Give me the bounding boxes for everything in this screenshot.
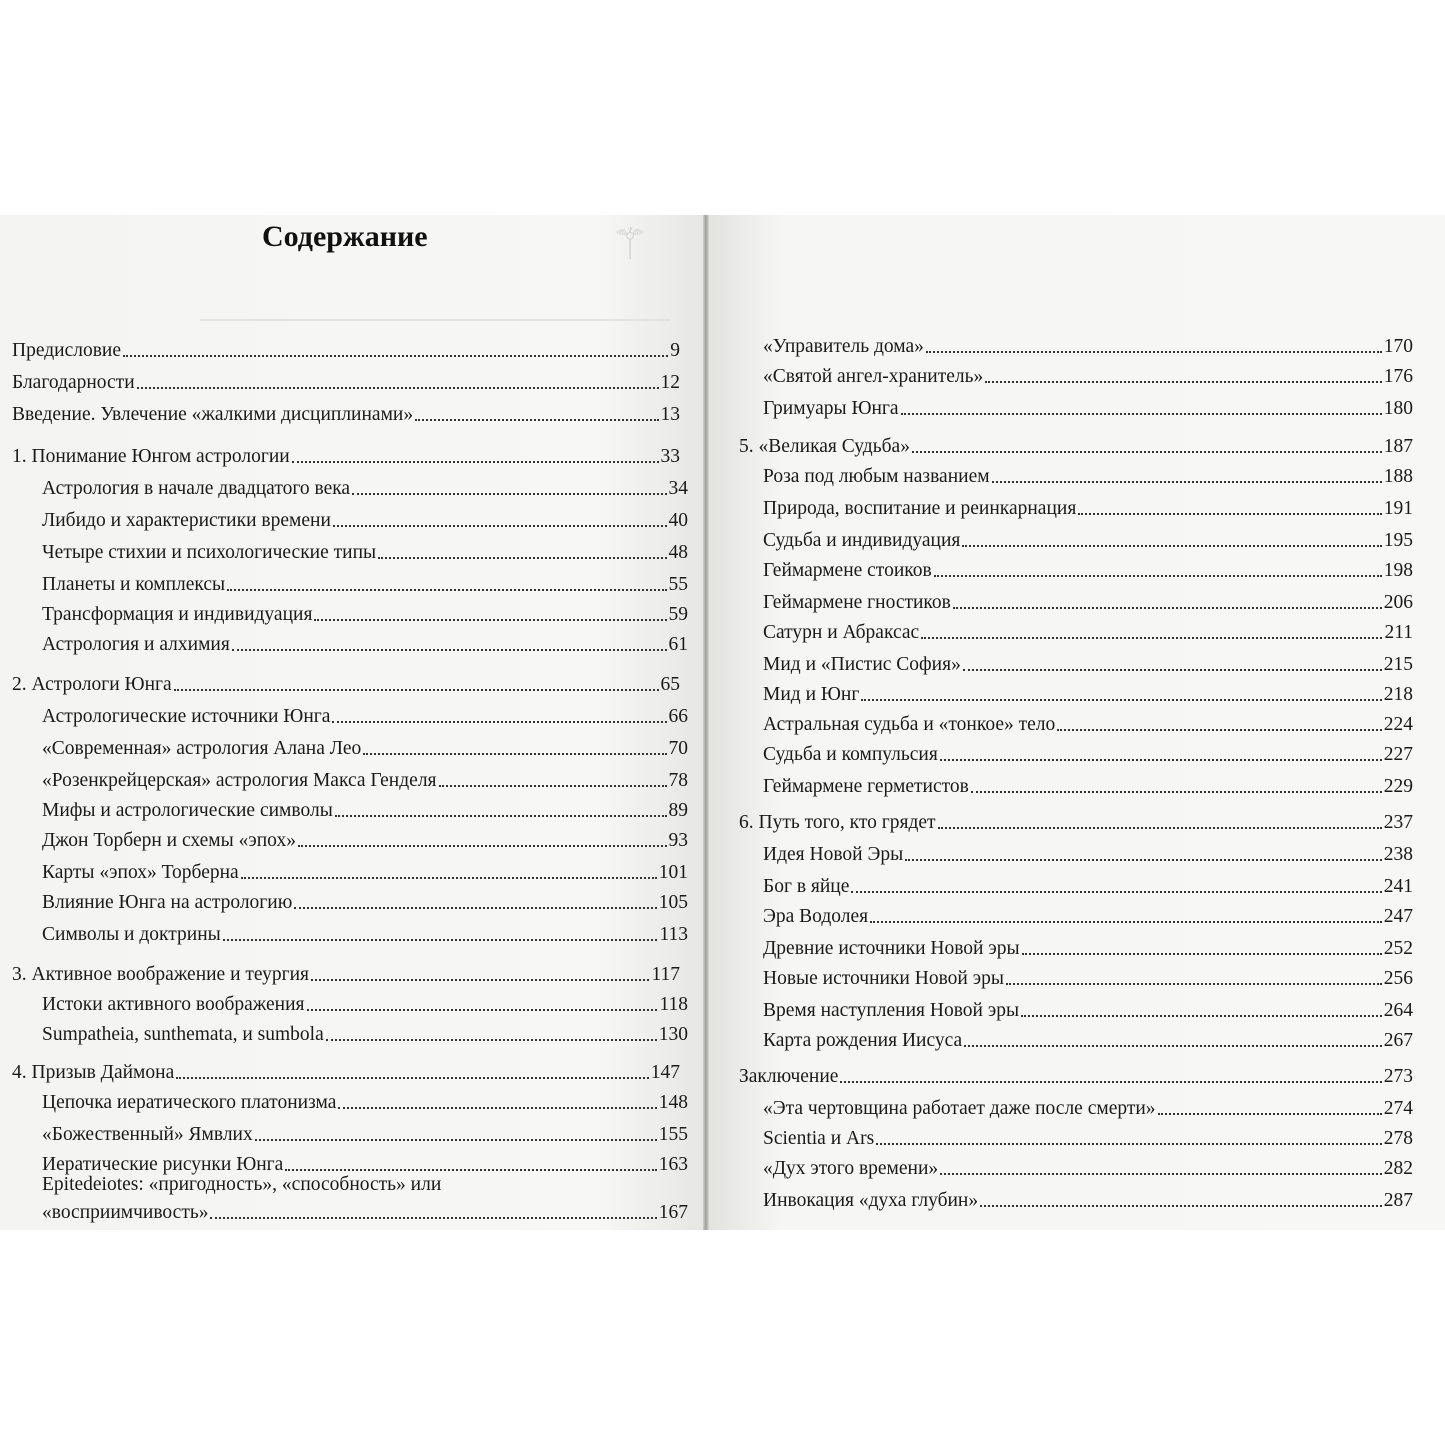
toc-subsection-entry	[42, 469, 688, 501]
entry-title: Роза под любым названием	[763, 466, 990, 487]
entry-title: 5. «Великая Судьба»	[739, 436, 910, 457]
entry-title: Сатурн и Абраксас	[763, 622, 920, 643]
page-number: 229	[1383, 776, 1413, 797]
entry-title: «Дух этого времени»	[763, 1158, 939, 1179]
toc-subsection-entry	[763, 327, 1413, 359]
page-number: 267	[1383, 1030, 1413, 1051]
entry-title: 6. Путь того, кто грядет	[739, 812, 936, 833]
toc-chapter-entry	[12, 331, 680, 363]
dot-leader	[335, 814, 667, 817]
toc-subsection-entry	[763, 489, 1413, 521]
page-number: 187	[1383, 436, 1413, 457]
entry-title: Судьба и компульсия	[763, 744, 938, 765]
page-number: 78	[668, 770, 688, 791]
toc-subsection-entry	[763, 991, 1413, 1023]
toc-subsection-entry	[42, 915, 688, 947]
toc-subsection-entry	[763, 551, 1413, 583]
toc-subsection-entry	[42, 697, 688, 729]
page-number: 163	[658, 1154, 688, 1175]
page-number: 198	[1383, 560, 1413, 581]
page-number: 61	[668, 634, 688, 655]
dot-leader	[940, 758, 1382, 761]
entry-title: Эра Водолея	[763, 906, 869, 927]
entry-title: Судьба и индивидуация	[763, 530, 961, 551]
page-number: 70	[668, 738, 688, 759]
dot-leader	[352, 492, 666, 495]
page-number: 66	[668, 706, 688, 727]
page-number: 218	[1383, 684, 1413, 705]
toc-chapter-entry	[739, 427, 1413, 459]
toc-chapter-entry	[12, 395, 680, 427]
toc-subsection-entry	[763, 645, 1413, 677]
toc-subsection-entry	[763, 835, 1413, 867]
page-number: 215	[1383, 654, 1413, 675]
toc-subsection-entry	[763, 357, 1413, 389]
entry-title: Гримуары Юнга	[763, 398, 899, 419]
dot-leader	[174, 688, 659, 691]
toc-chapter-entry	[12, 363, 680, 395]
toc-subsection-entry	[42, 853, 688, 885]
dot-leader	[210, 1216, 656, 1219]
entry-title: Астральная судьба и «тонкое» тело	[763, 714, 1056, 735]
dot-leader	[912, 450, 1382, 453]
dot-leader	[285, 1168, 656, 1171]
dot-leader	[1158, 1112, 1382, 1115]
toc-subsection-entry	[42, 501, 688, 533]
dot-leader	[123, 354, 668, 357]
toc-subsection-entry	[42, 985, 688, 1017]
toc-subsection-entry	[763, 767, 1413, 799]
dot-leader	[851, 890, 1381, 893]
dot-leader	[870, 920, 1382, 923]
entry-title: Планеты и комплексы	[42, 574, 226, 595]
page-number: 180	[1383, 398, 1413, 419]
page-number: 40	[668, 510, 688, 531]
page-number: 9	[670, 340, 680, 361]
entry-title: Epitedeiotes: «пригодность», «способность» или	[42, 1174, 442, 1195]
page-number: 247	[1383, 906, 1413, 927]
page-number: 278	[1383, 1128, 1413, 1149]
toc-subsection-entry	[763, 1149, 1413, 1181]
page-number: 167	[658, 1202, 688, 1223]
entry-title: Sumpatheia, sunthemata, и sumbola	[42, 1024, 324, 1045]
page-number: 118	[659, 994, 688, 1015]
dot-leader	[1022, 952, 1382, 955]
dot-leader	[294, 906, 656, 909]
toc-subsection-entry	[42, 791, 688, 823]
entry-title-continuation	[42, 1201, 688, 1225]
dot-leader	[292, 460, 659, 463]
dot-leader	[255, 1138, 657, 1141]
page-number: 170	[1383, 336, 1413, 357]
dot-leader	[338, 1106, 656, 1109]
entry-title: Астрология в начале двадцатого века	[42, 478, 351, 499]
dot-leader	[176, 1076, 649, 1079]
page-number: 195	[1383, 530, 1413, 551]
entry-title: Древние источники Новой эры	[763, 938, 1020, 959]
toc-subsection-entry	[763, 1181, 1413, 1213]
page-number: 89	[668, 800, 688, 821]
page-number: 252	[1383, 938, 1413, 959]
toc-subsection-entry	[763, 929, 1413, 961]
page-number: 48	[668, 542, 688, 563]
page-number: 155	[658, 1124, 688, 1145]
bleed-through-rule	[200, 319, 670, 321]
dot-leader	[415, 418, 658, 421]
entry-title: «восприимчивость»	[42, 1202, 209, 1223]
entry-title: Новые источники Новой эры	[763, 968, 1004, 989]
entry-title: Истоки активного воображения	[42, 994, 305, 1015]
page-number: 256	[1383, 968, 1413, 989]
toc-subsection-entry	[763, 735, 1413, 767]
dot-leader	[227, 588, 666, 591]
entry-title: Бог в яйце	[763, 876, 850, 897]
dot-leader	[876, 1142, 1382, 1145]
dot-leader	[840, 1080, 1381, 1083]
entry-title: «Управитель дома»	[763, 336, 924, 357]
page-number: 191	[1383, 498, 1413, 519]
page-number: 188	[1383, 466, 1413, 487]
page-number: 227	[1383, 744, 1413, 765]
dot-leader	[1078, 512, 1381, 515]
entry-title: Предисловие	[12, 340, 122, 361]
toc-subsection-entry	[42, 821, 688, 853]
dot-leader	[137, 386, 659, 389]
dot-leader	[962, 544, 1381, 547]
toc-subsection-entry	[42, 625, 688, 657]
dot-leader	[992, 480, 1382, 483]
dot-leader	[971, 790, 1382, 793]
toc-subsection-entry	[42, 1015, 688, 1047]
entry-title: Иератические рисунки Юнга	[42, 1154, 284, 1175]
entry-title: Время наступления Новой эры	[763, 1000, 1020, 1021]
dot-leader	[326, 1038, 657, 1041]
toc-chapter-entry	[739, 803, 1413, 835]
page-number: 287	[1383, 1190, 1413, 1211]
toc-subsection-entry	[763, 457, 1413, 489]
page-number: 101	[658, 862, 688, 883]
toc-subsection-entry	[42, 1115, 688, 1147]
entry-title: Цепочка иератического платонизма	[42, 1092, 337, 1113]
dot-leader	[921, 636, 1382, 639]
entry-title: Астрологические источники Юнга	[42, 706, 331, 727]
page-number: 224	[1383, 714, 1413, 735]
toc-subsection-entry	[42, 761, 688, 793]
toc-subsection-entry	[763, 897, 1413, 929]
entry-title: 1. Понимание Юнгом астрологии	[12, 446, 290, 467]
page-number: 117	[651, 964, 680, 985]
toc-subsection-entry	[42, 1173, 688, 1229]
entry-title: Геймармене герметистов	[763, 776, 969, 797]
dot-leader	[1057, 728, 1381, 731]
toc-subsection-entry	[763, 583, 1413, 615]
entry-title: «Божественный» Ямвлих	[42, 1124, 253, 1145]
page-number: 93	[668, 830, 688, 851]
right-page	[709, 215, 1445, 1230]
toc-chapter-entry	[739, 1057, 1413, 1089]
toc-chapter-entry	[12, 1053, 680, 1085]
entry-title: Мид и «Пистис София»	[763, 654, 961, 675]
toc-subsection-entry	[42, 883, 688, 915]
toc-chapter-entry	[12, 437, 680, 469]
entry-title: Scientia и Ars	[763, 1128, 875, 1149]
toc-subsection-entry	[42, 533, 688, 565]
page-number: 148	[658, 1092, 688, 1113]
page-number: 13	[660, 404, 680, 425]
entry-title: Символы и доктрины	[42, 924, 221, 945]
dot-leader	[980, 1204, 1382, 1207]
entry-title: Мифы и астрологические символы	[42, 800, 333, 821]
toc-subsection-entry	[763, 1089, 1413, 1121]
toc-chapter-entry	[12, 665, 680, 697]
entry-title: Идея Новой Эры	[763, 844, 904, 865]
dot-leader	[439, 784, 667, 787]
toc-subsection-entry	[42, 729, 688, 761]
dot-leader	[311, 978, 649, 981]
dot-leader	[953, 606, 1382, 609]
page-number: 113	[659, 924, 688, 945]
dot-leader	[985, 380, 1381, 383]
toc-subsection-entry	[42, 595, 688, 627]
entry-title: 2. Астрологи Юнга	[12, 674, 172, 695]
toc-chapter-entry	[12, 955, 680, 987]
entry-title: «Святой ангел-хранитель»	[763, 366, 984, 387]
dot-leader	[232, 648, 667, 651]
dot-leader	[363, 752, 666, 755]
entry-title: Астрология и алхимия	[42, 634, 230, 655]
dot-leader	[938, 826, 1382, 829]
book-spread	[0, 215, 1445, 1230]
entry-title: Инвокация «духа глубин»	[763, 1190, 979, 1211]
dot-leader	[901, 412, 1382, 415]
bleed-through-emblem-icon: ⚚	[610, 220, 650, 269]
entry-title: Мид и Юнг	[763, 684, 860, 705]
toc-subsection-entry	[763, 867, 1413, 899]
dot-leader	[223, 938, 658, 941]
entry-title: 3. Активное воображение и теургия	[12, 964, 309, 985]
dot-leader	[307, 1008, 658, 1011]
toc-subsection-entry	[763, 959, 1413, 991]
entry-title: «Розенкрейцерская» астрология Макса Генделя	[42, 770, 437, 791]
page-number: 12	[660, 372, 680, 393]
page-number: 241	[1383, 876, 1413, 897]
page-number: 55	[668, 574, 688, 595]
entry-title: Карта рождения Иисуса	[763, 1030, 963, 1051]
page-number: 176	[1383, 366, 1413, 387]
toc-subsection-entry	[763, 389, 1413, 421]
page-number: 34	[668, 478, 688, 499]
page-number: 206	[1383, 592, 1413, 613]
page-number: 147	[650, 1062, 680, 1083]
entry-title: Геймармене гностиков	[763, 592, 951, 613]
page-number: 65	[660, 674, 680, 695]
dot-leader	[332, 720, 666, 723]
entry-title: Влияние Юнга на астрологию	[42, 892, 293, 913]
toc-subsection-entry	[42, 565, 688, 597]
dot-leader	[934, 574, 1382, 577]
page-number: 130	[658, 1024, 688, 1045]
page-title: Содержание	[262, 220, 428, 253]
toc-subsection-entry	[763, 675, 1413, 707]
toc-subsection-entry	[763, 1119, 1413, 1151]
page-number: 264	[1383, 1000, 1413, 1021]
entry-title: Четыре стихии и психологические типы	[42, 542, 377, 563]
dot-leader	[964, 1044, 1382, 1047]
entry-title: 4. Призыв Даймона	[12, 1062, 175, 1083]
page-number: 238	[1383, 844, 1413, 865]
entry-title: Либидо и характеристики времени	[42, 510, 331, 531]
page-number: 237	[1383, 812, 1413, 833]
left-page	[0, 215, 703, 1230]
toc-subsection-entry	[763, 613, 1413, 645]
toc-subsection-entry	[763, 521, 1413, 553]
dot-leader	[298, 844, 667, 847]
entry-title: Трансформация и индивидуация	[42, 604, 313, 625]
dot-leader	[940, 1172, 1382, 1175]
entry-title: Введение. Увлечение «жалкими дисциплинами»	[12, 404, 414, 425]
dot-leader	[241, 876, 657, 879]
page-number: 273	[1383, 1066, 1413, 1087]
entry-title: Благодарности	[12, 372, 135, 393]
entry-title: Геймармене стоиков	[763, 560, 932, 581]
page-number: 211	[1384, 622, 1413, 643]
page-number: 59	[668, 604, 688, 625]
dot-leader	[378, 556, 666, 559]
toc-subsection-entry	[763, 705, 1413, 737]
dot-leader	[905, 858, 1382, 861]
toc-subsection-entry	[42, 1083, 688, 1115]
entry-title: «Эта чертовщина работает даже после смерти»	[763, 1098, 1156, 1119]
entry-title: Заключение	[739, 1066, 839, 1087]
dot-leader	[314, 618, 666, 621]
entry-title: Джон Торберн и схемы «эпох»	[42, 830, 296, 851]
dot-leader	[1006, 982, 1382, 985]
page-number: 274	[1383, 1098, 1413, 1119]
entry-title: Карты «эпох» Торберна	[42, 862, 239, 883]
dot-leader	[926, 350, 1382, 353]
page-number: 33	[660, 446, 680, 467]
entry-title: «Современная» астрология Алана Лео	[42, 738, 362, 759]
page-number: 282	[1383, 1158, 1413, 1179]
dot-leader	[861, 698, 1381, 701]
dot-leader	[1021, 1014, 1382, 1017]
toc-subsection-entry	[763, 1021, 1413, 1053]
page-number: 105	[658, 892, 688, 913]
dot-leader	[963, 668, 1382, 671]
dot-leader	[333, 524, 667, 527]
entry-title: Природа, воспитание и реинкарнация	[763, 498, 1077, 519]
